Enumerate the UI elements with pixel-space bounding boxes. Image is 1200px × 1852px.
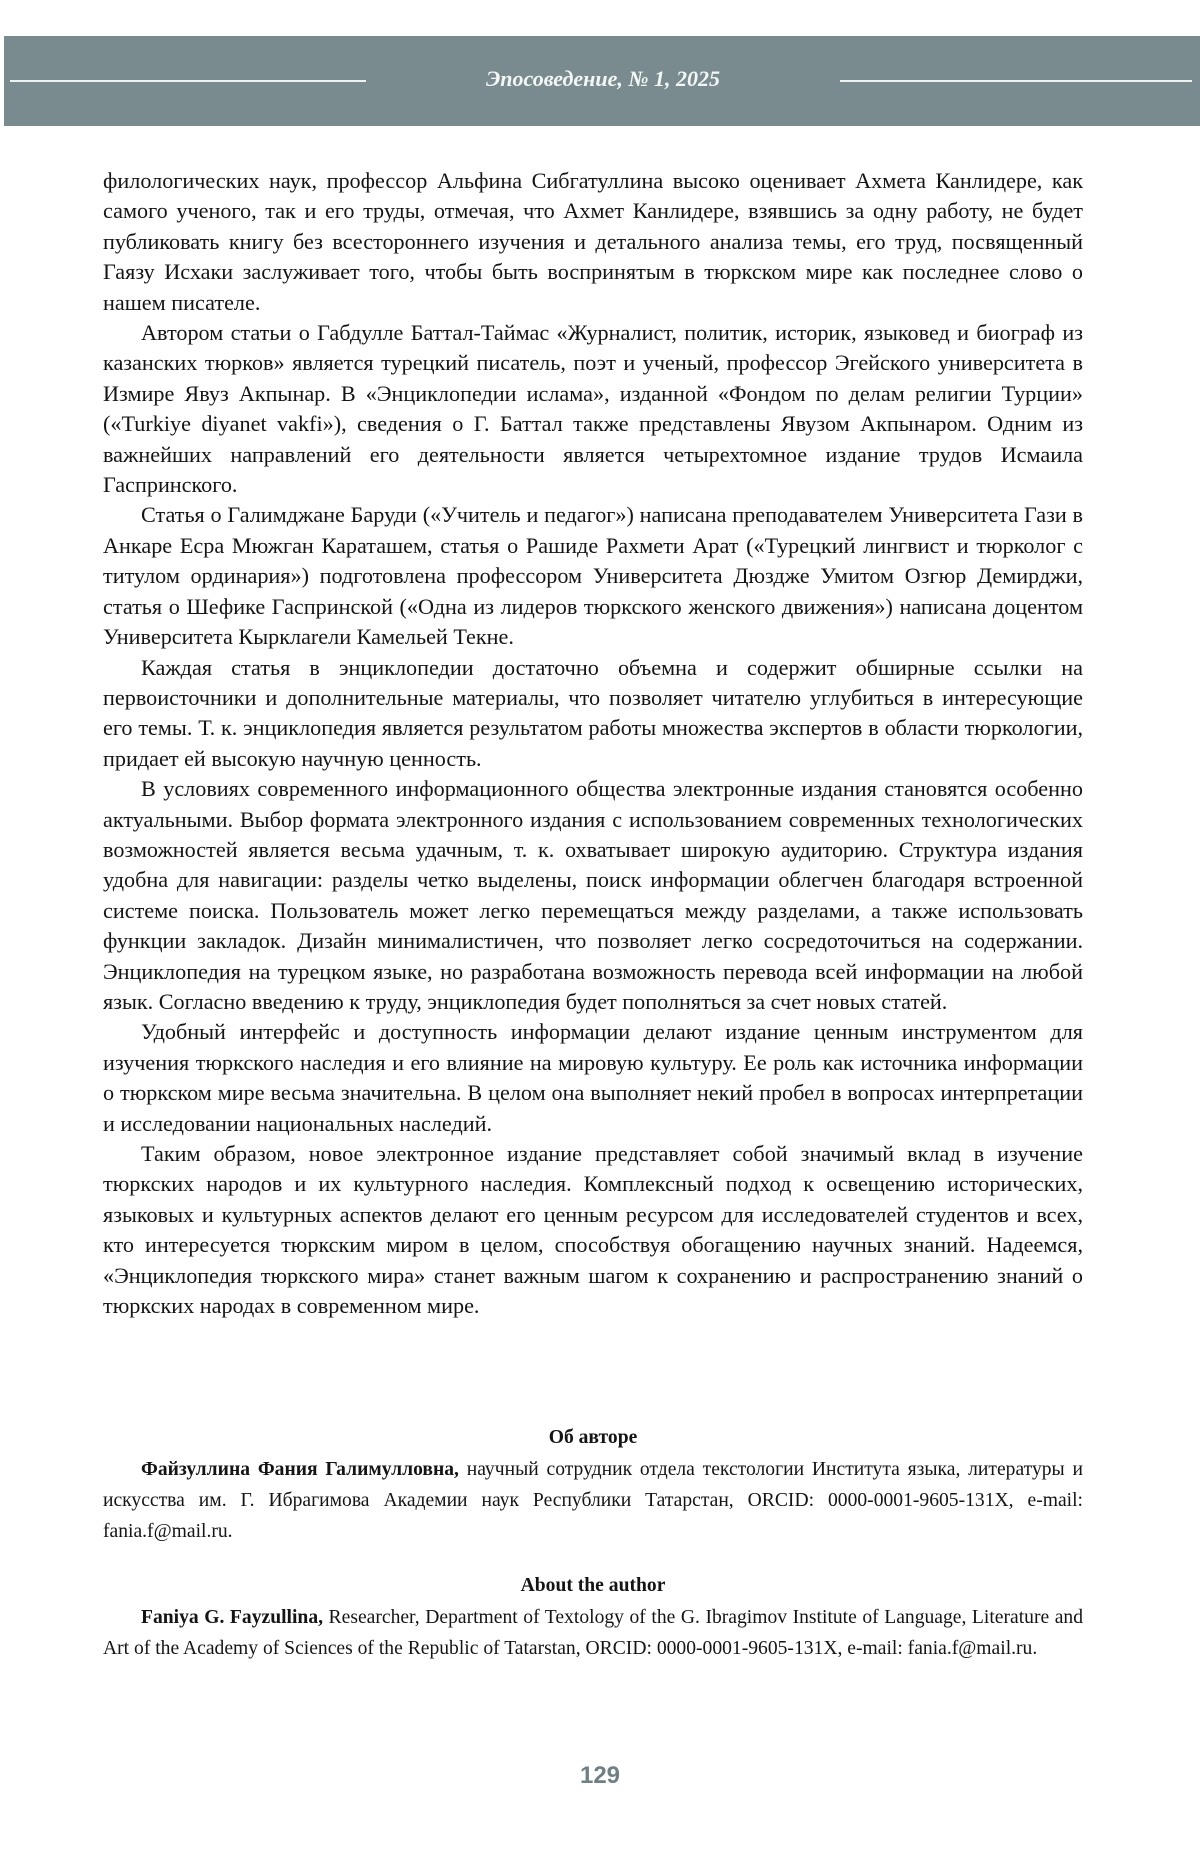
paragraph: филологических наук, профессор Альфина Сибгатуллина высоко оценивает Ахмета Канлидере, как самого ученого, так и его труды, отмечая, что Ахмет Канлидере, взявшись за одну работу, не будет публиковать книгу без всестороннего изучения и детального анализа темы, его труд, посвященный Гаязу Исхаки заслуживает того, чтобы быть воспринятым в тюркском мире как последнее слово о нашем писателе.	[103, 168, 1083, 315]
page-number: 129	[579, 1762, 621, 1789]
about-author-heading: About the author	[520, 1575, 666, 1596]
author-affiliation: Researcher, Department of Textology of the G. Ibragimov Institute of Language, Literature and Art of the Academy of Sciences of the Republic of Tatarstan, ORCID: 0000-0001-9605-131X, e-mail: fania.f@mail.ru.	[103, 1607, 1083, 1659]
paragraph: Каждая статья в энциклопедии достаточно объемна и содержит обширные ссылки на первоисточники и дополнительные материалы, что позволяет читателю углубиться в интересующие его темы. Т. к. энциклопедия является результатом работы множества экспертов в области тюркологии, придает ей высокую научную ценность.	[103, 654, 1083, 771]
author-affiliation: научный сотрудник отдела текстологии Института языка, литературы и искусства им. Г. Ибрагимова Академии наук Республики Татарстан, ORCID: 0000-0001-9605-131X, e-mail: fania.f@mail.ru.	[103, 1459, 1083, 1542]
about-author-en	[103, 1570, 1083, 1664]
paragraph: Автором статьи о Габдулле Баттал-Таймас «Журналист, политик, историк, языковед и биограф из казанских тюрков» является турецкий писатель, поэт и ученый, профессор Эгейского университета в Измире Явуз Акпынар. В «Энциклопедии ислама», изданной «Фондом по делам религии Турции» («Turkiye diyanet vakfi»), сведения о Г. Баттал также представлены Явузом Акпынаром. Одним из важнейших направлений его деятельности является четырехтомное издание трудов Исмаила Гаспринского.	[103, 320, 1083, 498]
header-rule-left	[10, 80, 366, 82]
author-name: Файзуллина Фания Галимулловна,	[141, 1459, 459, 1480]
author-name: Faniya G. Fayzullina,	[141, 1607, 324, 1628]
running-header	[4, 36, 1200, 126]
article-body	[103, 166, 1083, 1321]
author-bio-en	[103, 1602, 1083, 1664]
header-rule-right	[840, 80, 1192, 82]
paragraph: В условиях современного информационного общества электронные издания становятся особенно актуальными. Выбор формата электронного издания с использованием современных технологических возможностей является весьма удачным, т. к. охватывает широкую аудиторию. Структура издания удобна для навигации: разделы четко выделены, поиск информации облегчен благодаря встроенной системе поиска. Пользователь может легко перемещаться между разделами, а также использовать функции закладок. Дизайн минималистичен, что позволяет легко сосредоточиться на содержании. Энциклопедия на турецком языке, но разработана возможность перевода всей информации на любой язык. Согласно введению к труду, энциклопедия будет пополняться за счет новых статей.	[103, 776, 1083, 1014]
author-bio-ru	[103, 1454, 1083, 1547]
paragraph: Статья о Галимджане Баруди («Учитель и педагог») написана преподавателем Университета Гази в Анкаре Есра Мюжган Караташем, статья о Рашиде Рахмети Арат («Турецкий лингвист и тюрколог с титулом ординария») подготовлена профессором Университета Дюздже Умитом Озгюр Демирджи, статья о Шефике Гаспринской («Одна из лидеров тюркского женского движения») написана доцентом Университета Кырклarели Камельей Текне.	[103, 502, 1083, 650]
about-author-ru	[103, 1422, 1083, 1547]
about-author-heading: Об авторе	[548, 1427, 638, 1448]
paragraph: Удобный интерфейс и доступность информации делают издание ценным инструментом для изучения тюркского наследия и его влияние на мировую культуру. Ее роль как источника информации о тюркском мире весьма значительна. В целом она выполняет некий пробел в вопросах интерпретации и исследовании национальных наследий.	[103, 1019, 1083, 1136]
journal-title: Эпосоведение, № 1, 2025	[485, 66, 721, 91]
paragraph: Таким образом, новое электронное издание представляет собой значимый вклад в изучение тюркских народов и их культурного наследия. Комплексный подход к освещению исторических, языковых и культурных аспектов делают его ценным ресурсом для исследователей студентов и всех, кто интересуется тюркским миром в целом, способствуя обогащению научных знаний. Надеемся, «Энциклопедия тюркского мира» станет важным шагом к сохранению и распространению знаний о тюркских народах в современном мире.	[103, 1141, 1083, 1319]
